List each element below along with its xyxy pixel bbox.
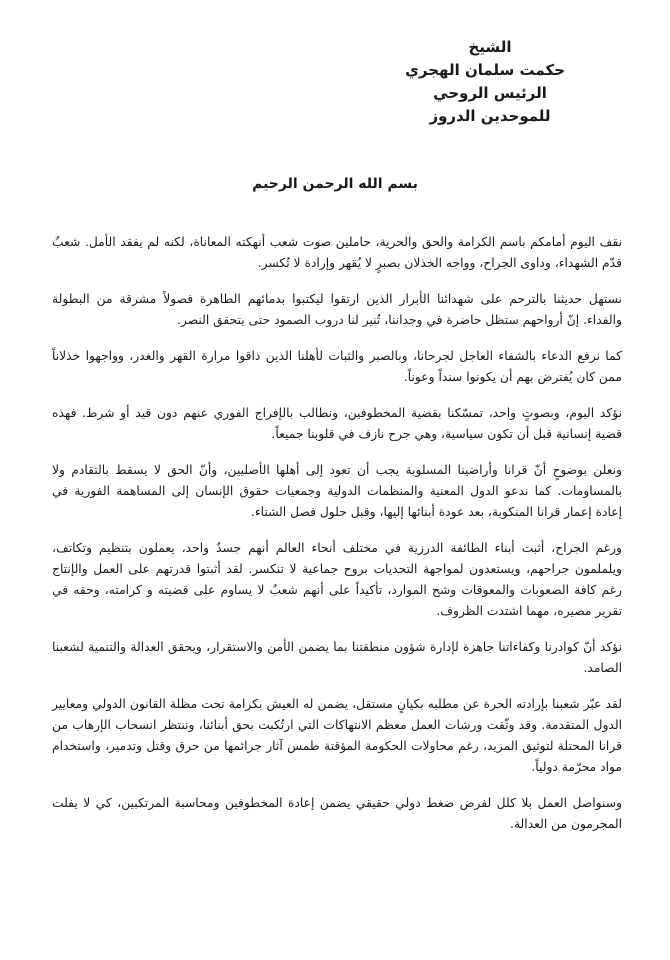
paragraph: نؤكد اليوم، وبصوتٍ واحد، تمسّكنا بقضية المخطوفين، ونطالب بالإفراج الفوري عنهم دون قيد أو شرط. فهذه قضية إنسانية قبل أن تكون سياسية، وهي جرح نازف في قلوبنا جميعاً.: [52, 406, 622, 441]
letterhead: [405, 36, 565, 128]
paragraph: لقد عبّر شعبنا بإرادته الحرة عن مطلبه بكيانٍ مستقل، يضمن له العيش بكرامة تحت مظلة القانون الدولي ومعايير الدول المتقدمة. وقد وثّقت ورشات العمل معظم الانتهاكات التي ارتُكبت بحق أبنائنا، وننتظر انسحاب الإرهاب من قرانا المحتلة لتوثيق المزيد، رغم محاولات الحكومة المؤقتة طمس آثار جرائمها من حرق وقتل وتدمير، واستخدام مواد محرّمة دولياً.: [52, 697, 622, 774]
letter-body: [52, 232, 622, 850]
letterhead-name: حكمت سلمان الهجري: [405, 61, 565, 79]
paragraph: نقف اليوم أمامكم باسم الكرامة والحق والحرية، حاملين صوت شعب أنهكته المعاناة، لكنه لم يفقد الأمل. شعبٌ قدّم الشهداء، وداوى الجراح، وواجه الخذلان بصبرٍ لا يُقهر وإرادة لا تُكسر.: [52, 235, 622, 270]
paragraph: ونعلن بوضوحٍ أنّ قرانا وأراضينا المسلوبة يجب أن تعود إلى أهلها الأصليين، وأنّ الحق لا يسقط بالتقادم ولا بالمساومات. كما ندعو الدول المعنية والمنظمات الدولية وجمعيات حقوق الإنسان إلى المساهمة الفورية في إعادة إعمار قرانا المنكوبة، بعد عودة أبنائها إليها، وقبل حلول فصل الشتاء.: [52, 463, 622, 519]
paragraph: نؤكد أنّ كوادرنا وكفاءاتنا جاهزة لإدارة شؤون منطقتنا بما يضمن الأمن والاستقرار، ويحقق العدالة والتنمية لشعبنا الصامد.: [52, 640, 622, 675]
letterhead-title: الشيخ: [468, 38, 512, 56]
letterhead-community: للموحدين الدروز: [429, 107, 551, 125]
paragraph: كما نرفع الدعاء بالشفاء العاجل لجرحانا، وبالصبر والثبات لأهلنا الذين ذاقوا مرارة القهر والغدر، وواجهوا خذلاناً ممن كان يُفترض بهم أن يكونوا سنداً وعوناً.: [52, 349, 622, 384]
paragraph: ورغم الجراح، أثبت أبناء الطائفة الدرزية في مختلف أنحاء العالم أنهم جسدٌ واحد، يعملون بتنظيم وتكاتف، ويلملمون جراحهم، ويستعدون لمواجهة التحديات بروح جماعية لا تنكسر. لقد أثبتوا قدرتهم على العمل والإنتاج رغم كافة الصعوبات والمعوقات وشح الموارد، تأكيداً على أنهم شعبٌ لا يساوم على قضيته و كرامته، وحقه في تقرير مصيره، مهما اشتدت الظروف.: [52, 541, 622, 618]
paragraph: نستهل حديثنا بالترحم على شهدائنا الأبرار الذين ارتقوا ليكتبوا بدمائهم الطاهرة فصولاً مشرقة من البطولة والفداء. إنّ أرواحهم ستظل حاضرة في وجداننا، تُنير لنا دروب الصمود حتى يتحقق النصر.: [52, 292, 622, 327]
basmala: بسم الله الرحمن الرحيم: [252, 176, 418, 192]
letterhead-position: الرئيس الروحي: [433, 84, 547, 102]
paragraph: وسنواصل العمل بلا كلل لفرض ضغط دولي حقيقي يضمن إعادة المخطوفين ومحاسبة المرتكبين، كي لا يفلت المجرمون من العدالة.: [52, 796, 622, 831]
